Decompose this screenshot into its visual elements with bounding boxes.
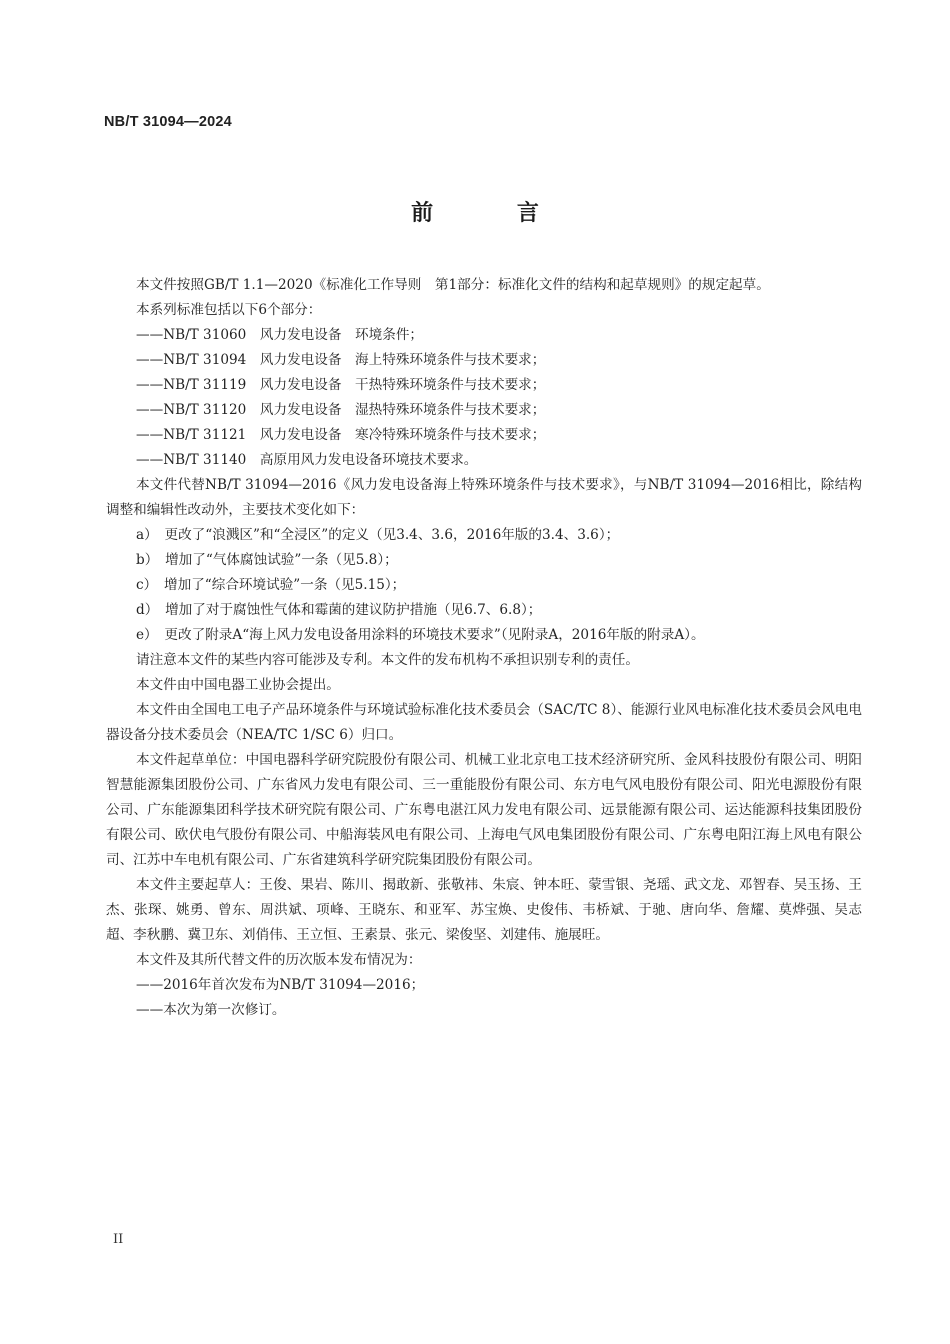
paragraph-drafters: 本文件主要起草人：王俊、果岩、陈川、揭敢新、张敬祎、朱宸、钟本旺、蒙雪银、尧瑶、武文龙、邓智春、吴玉扬、王杰、张琛、姚勇、曾东、周洪斌、项峰、王晓东、和亚军、苏宝焕、史俊伟、韦桥斌、于驰、唐向华、詹耀、莫烨强、吴志超、李秋鹏、冀卫东、刘俏伟、王立恒、王素景、张元、梁俊坚、刘建伟、施展旺。 bbox=[106, 877, 862, 943]
list-item-part: ——NB/T 31120 风力发电设备 湿热特殊环境条件与技术要求； bbox=[136, 402, 546, 418]
list-item-change: d） 增加了对于腐蚀性气体和霉菌的建议防护措施（见6.7、6.8）； bbox=[136, 602, 542, 618]
page-title: 前 言 bbox=[411, 201, 577, 226]
paragraph-proposer: 本文件由中国电器工业协会提出。 bbox=[136, 677, 340, 693]
paragraph-drafting-basis: 本文件按照GB/T 1.1—2020《标准化工作导则 第1部分：标准化文件的结构和起草规则》的规定起草。 bbox=[136, 277, 770, 293]
paragraph-history-intro: 本文件及其所代替文件的历次版本发布情况为： bbox=[136, 952, 422, 968]
list-item-part: ——NB/T 31060 风力发电设备 环境条件； bbox=[136, 327, 424, 343]
list-item-part: ——NB/T 31119 风力发电设备 干热特殊环境条件与技术要求； bbox=[136, 377, 546, 393]
paragraph-replacement: 本文件代替NB/T 31094—2016《风力发电设备海上特殊环境条件与技术要求》，与NB/T 31094—2016相比，除结构调整和编辑性改动外，主要技术变化如下： bbox=[106, 477, 862, 518]
paragraph-drafting-units: 本文件起草单位：中国电器科学研究院股份有限公司、机械工业北京电工技术经济研究所、金风科技股份有限公司、明阳智慧能源集团股份公司、广东省风力发电有限公司、三一重能股份有限公司、东方电气风电股份有限公司、阳光电源股份有限公司、广东能源集团科学技术研究院有限公司、广东粤电湛江风力发电有限公司、远景能源有限公司、运达能源科技集团股份有限公司、欧伏电气股份有限公司、中船海装风电有限公司、上海电气风电集团股份有限公司、广东粤电阳江海上风电有限公司、江苏中车电机有限公司、广东省建筑科学研究院集团股份有限公司。 bbox=[106, 752, 862, 868]
list-item-part: ——NB/T 31140 高原用风力发电设备环境技术要求。 bbox=[136, 452, 478, 468]
list-item-part: ——NB/T 31121 风力发电设备 寒冷特殊环境条件与技术要求； bbox=[136, 427, 546, 443]
list-item-change: b） 增加了“气体腐蚀试验”一条（见5.8）； bbox=[136, 552, 398, 568]
page-number: II bbox=[113, 1232, 124, 1247]
foreword-body bbox=[106, 273, 862, 1023]
list-item-part: ——NB/T 31094 风力发电设备 海上特殊环境条件与技术要求； bbox=[136, 352, 546, 368]
list-item-change: e） 更改了附录A“海上风力发电设备用涂料的环境技术要求”（见附录A，2016年版的附录A）。 bbox=[136, 627, 705, 643]
list-item-history: ——本次为第一次修订。 bbox=[136, 1002, 286, 1018]
paragraph-series-intro: 本系列标准包括以下6个部分： bbox=[136, 302, 322, 318]
list-item-change: a） 更改了“浪溅区”和“全浸区”的定义（见3.4、3.6，2016年版的3.4、3.6）； bbox=[136, 527, 620, 543]
document-code: NB/T 31094—2024 bbox=[104, 114, 232, 130]
list-item-history: ——2016年首次发布为NB/T 31094—2016； bbox=[136, 977, 425, 993]
paragraph-patent-notice: 请注意本文件的某些内容可能涉及专利。本文件的发布机构不承担识别专利的责任。 bbox=[136, 652, 639, 668]
paragraph-committee: 本文件由全国电工电子产品环境条件与环境试验标准化技术委员会（SAC/TC 8）、能源行业风电标准化技术委员会风电电器设备分技术委员会（NEA/TC 1/SC 6）归口。 bbox=[106, 702, 862, 743]
list-item-change: c） 增加了“综合环境试验”一条（见5.15）； bbox=[136, 577, 406, 593]
